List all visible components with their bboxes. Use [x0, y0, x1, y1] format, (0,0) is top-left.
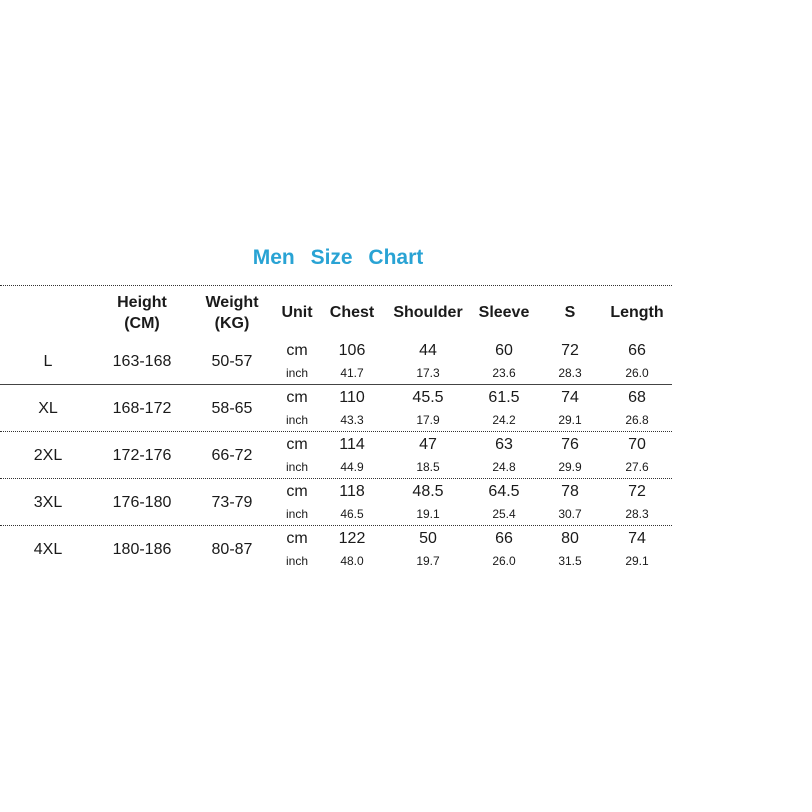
cm-chest: 110 — [339, 389, 365, 406]
size-label: 4XL — [33, 541, 63, 558]
cm-s: 72 — [561, 342, 579, 359]
cm-sleeve: 60 — [495, 342, 513, 359]
inch-length: 26.0 — [625, 366, 649, 380]
row-divider — [0, 478, 672, 479]
cm-chest: 122 — [338, 530, 366, 547]
inch-length: 26.8 — [625, 413, 649, 427]
inch-unit: inch — [285, 413, 308, 427]
inch-unit: inch — [285, 507, 308, 521]
inch-unit: inch — [285, 554, 308, 568]
header-length: Length — [610, 304, 664, 321]
height-range: 163-168 — [112, 353, 172, 370]
header-sleeve: Sleeve — [478, 304, 530, 321]
inch-s: 29.9 — [558, 460, 582, 474]
chart-title: Men Size Chart — [252, 246, 424, 269]
size-label: L — [43, 353, 53, 370]
header-height — [106, 292, 178, 334]
weight-range: 73-79 — [211, 494, 253, 511]
cm-unit: cm — [286, 483, 308, 500]
inch-s: 31.5 — [558, 554, 582, 568]
inch-s: 29.1 — [558, 413, 582, 427]
inch-sleeve: 24.2 — [492, 413, 516, 427]
weight-range: 58-65 — [211, 400, 253, 417]
height-range: 176-180 — [112, 494, 172, 511]
header-unit: Unit — [281, 304, 313, 321]
cm-unit: cm — [286, 389, 308, 406]
cm-s: 76 — [561, 436, 579, 453]
cm-sleeve: 61.5 — [488, 389, 520, 406]
cm-sleeve: 64.5 — [488, 483, 520, 500]
size-label: 3XL — [33, 494, 63, 511]
header-height-label: Height — [117, 294, 167, 311]
top-rule — [0, 285, 672, 286]
header-shoulder: Shoulder — [393, 304, 463, 321]
cm-s: 80 — [561, 530, 579, 547]
cm-s: 74 — [561, 389, 579, 406]
weight-range: 66-72 — [211, 447, 253, 464]
cm-length: 68 — [628, 389, 646, 406]
cm-s: 78 — [561, 483, 579, 500]
cm-chest: 118 — [339, 483, 365, 500]
inch-sleeve: 24.8 — [492, 460, 516, 474]
row-divider — [0, 384, 672, 385]
cm-chest: 106 — [338, 342, 366, 359]
inch-length: 28.3 — [625, 507, 649, 521]
inch-unit: inch — [285, 460, 308, 474]
inch-unit: inch — [285, 366, 308, 380]
cm-shoulder: 45.5 — [412, 389, 444, 406]
size-label: 2XL — [33, 447, 63, 464]
header-chest: Chest — [329, 304, 375, 321]
cm-unit: cm — [286, 530, 308, 547]
cm-length: 72 — [628, 483, 646, 500]
header-weight-unit: (KG) — [214, 315, 250, 332]
size-label: XL — [38, 400, 58, 417]
inch-s: 28.3 — [558, 366, 582, 380]
inch-chest: 41.7 — [340, 366, 364, 380]
inch-sleeve: 25.4 — [492, 507, 516, 521]
cm-shoulder: 44 — [419, 342, 437, 359]
weight-range: 50-57 — [211, 353, 253, 370]
inch-length: 27.6 — [625, 460, 649, 474]
inch-shoulder: 19.1 — [416, 507, 440, 521]
cm-length: 66 — [628, 342, 646, 359]
header-weight-label: Weight — [205, 294, 259, 311]
inch-length: 29.1 — [625, 554, 649, 568]
inch-shoulder: 17.9 — [416, 413, 440, 427]
row-divider — [0, 525, 672, 526]
height-range: 172-176 — [112, 447, 172, 464]
inch-sleeve: 23.6 — [492, 366, 516, 380]
cm-shoulder: 50 — [419, 530, 437, 547]
cm-shoulder: 48.5 — [412, 483, 444, 500]
inch-s: 30.7 — [558, 507, 582, 521]
height-range: 180-186 — [112, 541, 172, 558]
inch-sleeve: 26.0 — [492, 554, 516, 568]
cm-unit: cm — [286, 436, 308, 453]
header-height-unit: (CM) — [124, 315, 160, 332]
weight-range: 80-87 — [211, 541, 253, 558]
inch-chest: 48.0 — [340, 554, 364, 568]
cm-chest: 114 — [339, 436, 365, 453]
cm-unit: cm — [286, 342, 308, 359]
header-weight — [196, 292, 268, 334]
cm-length: 70 — [628, 436, 646, 453]
header-s: S — [564, 304, 576, 321]
cm-shoulder: 47 — [419, 436, 437, 453]
inch-chest: 44.9 — [340, 460, 364, 474]
cm-length: 74 — [628, 530, 646, 547]
cm-sleeve: 66 — [495, 530, 513, 547]
inch-shoulder: 19.7 — [416, 554, 440, 568]
row-divider — [0, 431, 672, 432]
inch-chest: 46.5 — [340, 507, 364, 521]
height-range: 168-172 — [112, 400, 172, 417]
inch-shoulder: 18.5 — [416, 460, 440, 474]
inch-shoulder: 17.3 — [416, 366, 440, 380]
inch-chest: 43.3 — [340, 413, 364, 427]
cm-sleeve: 63 — [495, 436, 513, 453]
